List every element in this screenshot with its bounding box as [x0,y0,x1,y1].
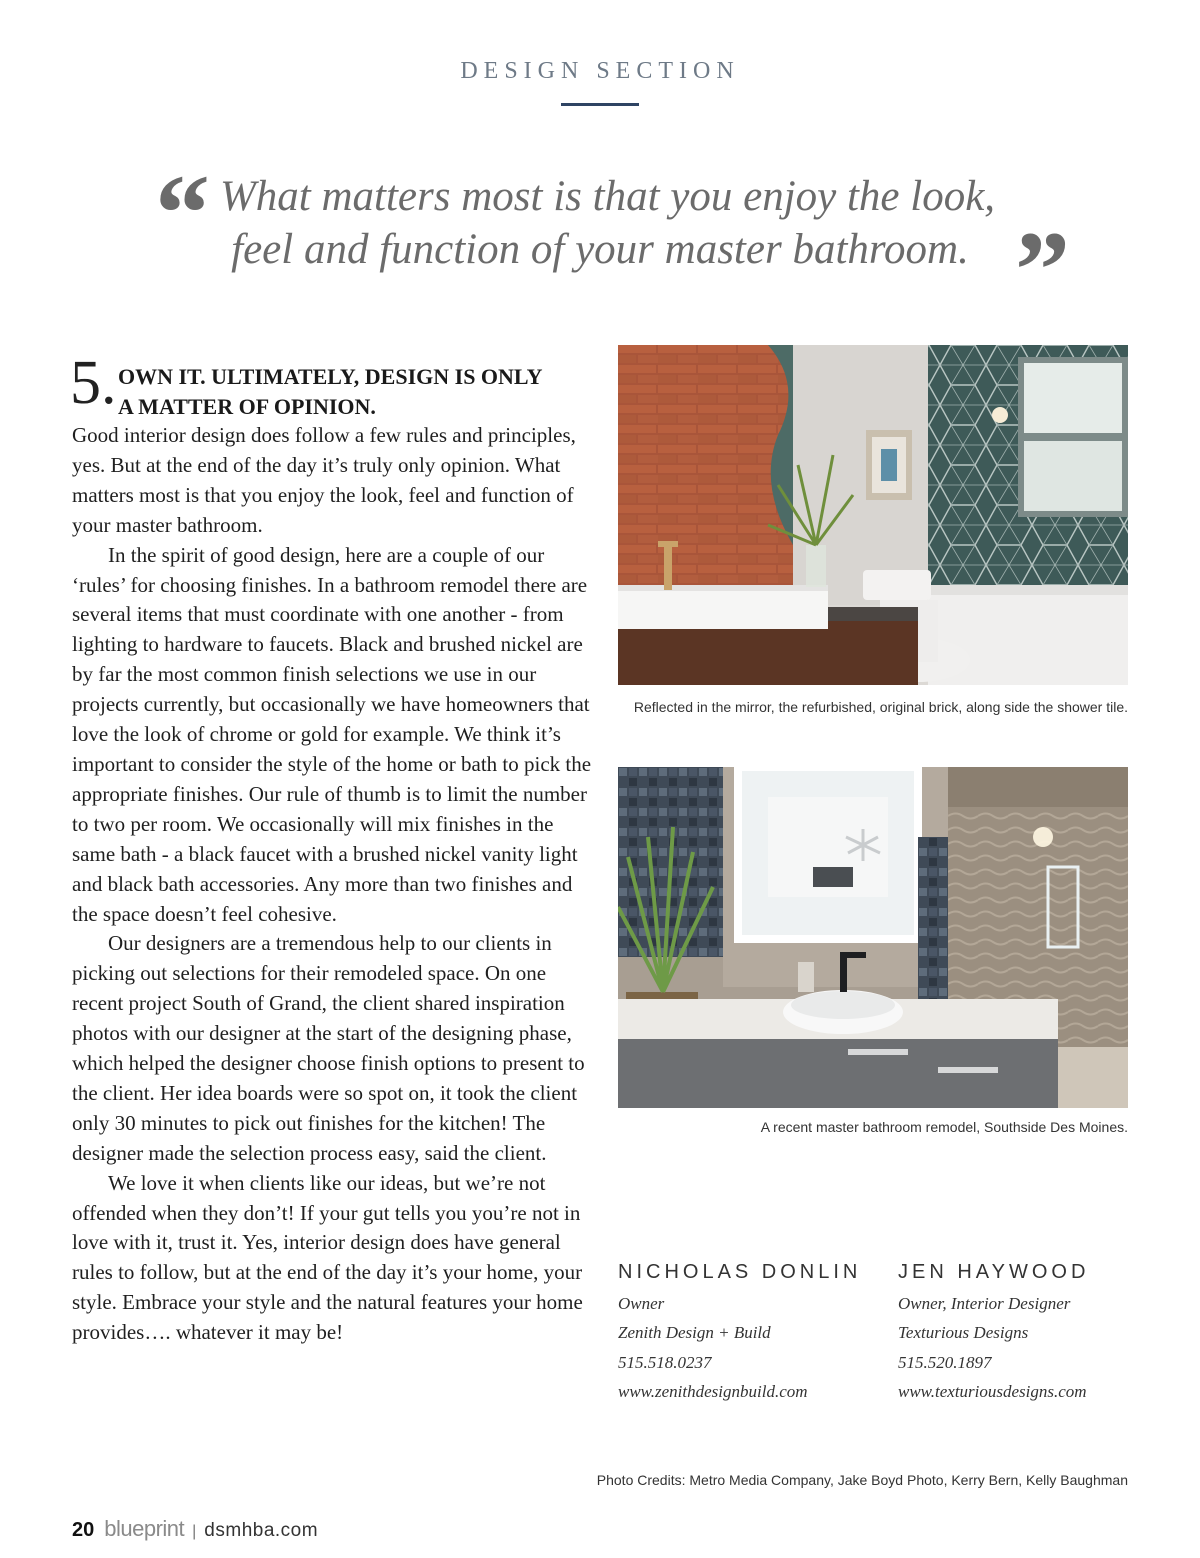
bathroom-photo-brick-mirror [618,345,1128,685]
contact-company: Zenith Design + Build [618,1323,771,1342]
contact-phone[interactable]: 515.518.0237 [618,1353,712,1372]
paragraph: In the spirit of good design, here are a couple of our ‘rules’ for choosing finishes. In a bathroom remodel there are several items that must coordinate with one another - from lighting to hardware to faucets. Black and brushed nickel are by far the most common finish selections we use in our projects currently, but occasionally we have homeowners that love the look of chrome or gold for example. We think it’s important to consider the style of the home or bath to pick the appropriate finishes. Our rule of thumb is to limit the number to two per room. We occasionally will mix finishes in the same bath - a black faucet with a brushed nickel vanity light and black bath accessories. Any more than two finishes and the space doesn’t feel cohesive. [72,542,592,926]
article-body [72,421,592,1348]
page-number: 20 [72,1519,95,1541]
section-label: DESIGN SECTION [460,58,740,84]
article-headline [118,362,598,422]
page-footer [72,1516,318,1542]
headline-line-1: OWN IT. ULTIMATELY, DESIGN IS ONLY [118,364,543,389]
photo-caption: Reflected in the mirror, the refurbished, original brick, along side the shower tile. [633,699,1128,715]
photo-caption: A recent master bathroom remodel, Southside Des Moines. [760,1119,1128,1135]
pull-quote-line-2: feel and function of your master bathroom. [231,226,969,273]
headline-line-2: A MATTER OF OPINION. [118,394,376,419]
paragraph: We love it when clients like our ideas, but we’re not offended when they don’t! If your gut tells you you’re not in love with it, trust it. Yes, interior design does have general rules to follow, but at the end of the day it’s your home, your style. Embrace your style and the natural features your home provides…. whatever it may be! [72,1170,583,1345]
bathroom-photo-lit-mirror [618,767,1128,1108]
contact-website[interactable]: www.zenithdesignbuild.com [618,1382,808,1401]
close-quote-mark: ” [1015,209,1070,331]
footer-separator: | [192,1523,197,1540]
open-quote-mark: “ [155,152,210,274]
section-number: 5. [70,349,117,417]
photo-credits: Photo Credits: Metro Media Company, Jake Boyd Photo, Kerry Bern, Kelly Baughman [596,1472,1128,1488]
contact-title: Owner [618,1294,665,1313]
paragraph: Our designers are a tremendous help to our clients in picking out selections for their remodeled space. On one recent project South of Grand, the client shared inspiration photos with our designer at the start of the designing phase, which helped the designer choose finish options to present to the client. Her idea boards were so spot on, it took the client only 30 minutes to pick out finishes for the kitchen! The designer made the selection process easy, said the client. [72,931,585,1165]
contact-name: NICHOLAS DONLIN [618,1261,862,1283]
brand-logo: blueprint [104,1516,185,1541]
contact-phone[interactable]: 515.520.1897 [898,1353,992,1372]
contact-website[interactable]: www.texturiousdesigns.com [898,1382,1087,1401]
contact-name: JEN HAYWOOD [898,1261,1090,1283]
section-divider [561,103,639,106]
contact-title: Owner, Interior Designer [898,1294,1071,1313]
contact-company: Texturious Designs [898,1323,1029,1342]
footer-website[interactable]: dsmhba.com [204,1520,319,1541]
paragraph: Good interior design does follow a few rules and principles, yes. But at the end of the day it’s truly only opinion. What matters most is that you enjoy the look, feel and function of your master bathroom. [72,423,576,537]
pull-quote-line-1: What matters most is that you enjoy the look, [219,173,996,220]
